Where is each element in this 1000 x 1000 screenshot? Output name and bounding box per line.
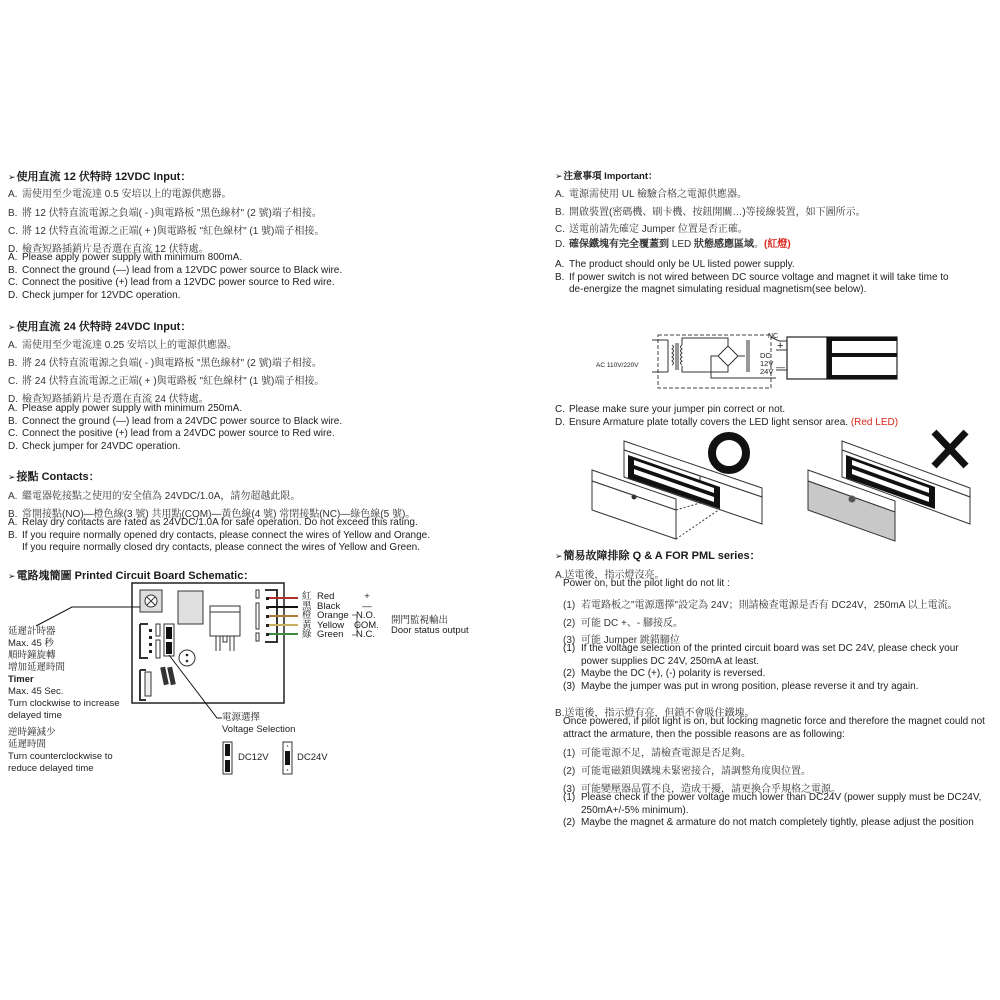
item-label: (1) [563, 600, 576, 611]
heading-text: 電路塊簡圖 Printed Circuit Board Schematic： [16, 570, 255, 582]
item-text: power supplies DC 24V, 250mA at least. [581, 655, 760, 667]
list-item [563, 614, 683, 629]
list-item [563, 792, 981, 805]
item-label: B. [8, 529, 18, 541]
list-item [563, 668, 959, 681]
timer-note-line: Max. 45 Sec. [8, 686, 64, 697]
bullet-arrow-icon: ➢ [8, 571, 16, 581]
list-item [563, 762, 811, 777]
bullet-arrow-icon: ➢ [555, 171, 563, 181]
12v-label: 12V [760, 359, 774, 368]
item-text: 。 [754, 239, 765, 250]
item-text: 將 24 伏特直流電源之負端( - )與電路板 "黑色線材" (2 號)端子相接。 [22, 358, 322, 369]
item-text: 可能電磁鎖與鐵塊未緊密接合，請調整角度與位置。 [581, 766, 811, 777]
plus-terminal-label: + [777, 340, 784, 352]
timer-title: Timer [8, 674, 34, 685]
item-text: 開啟裝置(密碼機、刷卡機、按鈕開關…)等接線裝置，如下圖所示。 [569, 207, 866, 218]
item-text: Maybe the magnet & armature do not match completely tightly, please adjust the position [581, 817, 974, 828]
qa-a-intro: Power on, but the pilot light do not lit : [563, 578, 730, 589]
wire-zh-red: 紅 [302, 591, 312, 602]
timer-note-line: 順時鐘旋轉 [8, 650, 56, 661]
item-text: 將 12 伏特直流電源之正端( + )與電路板 "紅色線材" (1 號)端子相接。 [22, 226, 325, 237]
wire-func-plus: + [364, 591, 370, 602]
wire-en-black: Black [317, 600, 341, 612]
voltage-selection-en: Voltage Selection [222, 724, 296, 735]
heading-text: 使用直流 24 伏特時 24VDC Input： [16, 321, 192, 333]
wrong-installation-illustration [808, 432, 970, 541]
timer-note-line: 增加延遲時間 [8, 662, 66, 673]
item-label: A. [555, 259, 565, 270]
wire-function-labels [357, 592, 377, 611]
item-label: B. [8, 509, 18, 520]
jumper-dc24v-label: DC24V [297, 752, 328, 763]
item-text: Maybe the jumper was put in wrong position, please reverse it and try again. [581, 680, 919, 692]
door-status-zh: 開門監視輸出 [391, 615, 449, 626]
item-text: 常開接點(NO)—橙色線(3 號) 共用點(COM)—黃色線(4 號) 常閉接點(NC)—綠色線(5 號)。 [22, 509, 416, 520]
item-text: Check jumper for 12VDC operation. [22, 289, 181, 301]
door-status-en: Door status output [391, 625, 469, 636]
wire-en-red: Red [317, 591, 335, 602]
item-label: D. [8, 394, 18, 405]
item-label: (3) [563, 680, 576, 692]
intro-line: attract the armature, then the possible reasons are as following: [563, 728, 845, 740]
item-label: D. [555, 239, 565, 250]
item-label: (2) [563, 817, 576, 828]
item-label: D. [555, 416, 565, 428]
correct-installation-illustration [592, 436, 762, 539]
item-label: B. [8, 264, 18, 276]
item-text: 檢查短路插銷片是否選在直流 12 伏特處。 [22, 244, 209, 255]
wire-func-no: N.O. [356, 610, 376, 621]
item-text: If power switch is not wired between DC source voltage and magnet it will take time to [569, 271, 949, 283]
item-label: C. [555, 224, 565, 235]
item-label: C. [8, 226, 18, 237]
heading-text: 使用直流 12 伏特時 12VDC Input： [16, 171, 192, 183]
wire-contact-labels [329, 611, 379, 640]
item-text: 可能 Jumper 跳錯腳位 [581, 635, 680, 646]
item-label: B. [8, 415, 18, 427]
heading-text: 注意事項 Important： [563, 171, 658, 182]
item-label: D. [8, 244, 18, 255]
list-item [563, 805, 981, 818]
item-text: 將 24 伏特直流電源之正端( + )與電路板 "紅色線材" (1 號)端子相接。 [22, 376, 325, 387]
item-label: B. [555, 207, 565, 218]
item-label: C. [8, 277, 18, 288]
qa-a-title: A.送電後，指示燈沒亮。 [555, 570, 665, 581]
door-status-label [391, 616, 469, 636]
item-text: de-energize the magnet simulating residual magnetism(see below). [569, 284, 867, 295]
item-label: D. [8, 440, 18, 452]
bullet-arrow-icon: ➢ [8, 322, 16, 332]
timer-note-line: Turn clockwise to increase [8, 698, 120, 709]
bullet-arrow-icon: ➢ [555, 551, 563, 561]
item-text: 繼電器乾接點之使用的安全值為 24VDC/1.0A，請勿超越此限。 [22, 491, 301, 502]
wire-func-com: COM. [354, 619, 379, 631]
voltage-selection-label [222, 712, 295, 736]
ccw-note-line: reduce delayed time [8, 763, 94, 774]
item-text: 將 12 伏特直流電源之負端( - )與電路板 "黑色線材" (2 號)端子相接。 [22, 208, 322, 219]
ccw-note-line: 逆時鐘減少 [8, 727, 56, 738]
item-text: Connect the positive (+) lead from a 12VDC power source to Red wire. [22, 277, 335, 288]
timer-note-line: 延遲計時器 [8, 626, 56, 637]
item-text: Please check if the power voltage much lower than DC24V (power supply must be DC24V, [581, 792, 982, 803]
list-en [563, 643, 959, 693]
item-text: The product should only be UL listed power supply. [569, 259, 795, 270]
item-text: 若電路板之"電源選擇"設定為 24V；則請檢查電源是否有 DC24V，250mA 以上電流。 [581, 600, 958, 611]
item-label: A. [8, 491, 18, 502]
item-text: Please apply power supply with minimum 800mA. [22, 252, 243, 263]
timer-note-line: Max. 45 秒 [8, 638, 54, 649]
item-label: A. [8, 517, 18, 528]
timer-note-line: delayed time [8, 710, 62, 721]
item-text: Ensure Armature plate totally covers the LED light sensor area. [569, 416, 851, 428]
item-text: Connect the ground (—) lead from a 24VDC power source to Black wire. [22, 415, 343, 427]
ac-voltage-label: AC 110V/220V [596, 362, 639, 369]
wire-labels-zh [302, 592, 312, 640]
item-label: (1) [563, 792, 576, 803]
item-text: Please apply power supply with minimum 250mA. [22, 403, 243, 414]
wire-zh-orange: 橙 [302, 610, 312, 621]
qa-b-title: B.送電後，指示燈有亮，但鎖不會吸住鐵塊。 [555, 708, 755, 719]
item-text: If the voltage selection of the printed circuit board was set DC 24V, please check your [581, 643, 959, 654]
item-text: LED [669, 239, 695, 250]
item-label: (1) [563, 748, 576, 759]
red-led-note: (Red LED) [850, 416, 899, 428]
ccw-note-line: Turn counterclockwise to [8, 751, 113, 762]
item-text: 可能 DC +、- 腳接反。 [581, 618, 683, 629]
item-text: 需使用至少電流達 0.5 安培以上的電源供應器。 [22, 189, 232, 200]
item-text: Relay dry contacts are rated as 24VDC/1.0A for safe operation. Do not exceed this rating. [22, 517, 418, 528]
wire-func-nc: N.C. [356, 629, 375, 640]
item-label: B. [8, 358, 18, 369]
wire-zh-yellow: 黃 [302, 619, 312, 631]
list-item [563, 744, 751, 759]
jumper-dc12v-label: DC12V [238, 752, 269, 763]
item-label: A. [555, 189, 565, 200]
item-text: 可能變壓器品質不良，造成干擾，請更換合乎規格之電源。 [581, 784, 841, 795]
item-text: 電源需使用 UL 檢驗合格之電源供應器。 [569, 189, 747, 200]
qa-b-intro [563, 716, 985, 741]
list-en [563, 792, 981, 830]
list-item [563, 596, 958, 611]
list-item [563, 656, 959, 669]
heading-qa [555, 547, 761, 563]
item-text-bold: 確保鐵塊有完全覆蓋到 [569, 239, 669, 250]
wire-zh-black: 黑 [302, 600, 312, 612]
timer-notes [8, 626, 120, 775]
item-label: C. [8, 428, 18, 439]
item-text: Connect the ground (—) lead from a 12VDC power source to Black wire. [22, 264, 343, 276]
item-text: 250mA+/-5% minimum). [581, 804, 689, 816]
item-text: Maybe the DC (+), (-) polarity is reversed. [581, 668, 766, 679]
item-label: A. [8, 340, 18, 351]
red-led-note: (紅燈) [764, 239, 791, 250]
item-label: B. [8, 208, 18, 219]
item-text: If you require normally opened dry contacts, please connect the wires of Yellow and Orange. [22, 529, 431, 541]
item-label: A. [8, 189, 18, 200]
item-label: (2) [563, 668, 576, 679]
item-text: Check jumper for 24VDC operation. [22, 440, 181, 452]
intro-line: Once powered, if pilot light is on, but locking magnetic force and therefore the magnet could not [563, 716, 985, 727]
heading-text: 接點 Contacts： [16, 471, 100, 483]
item-text: 需使用至少電流達 0.25 安培以上的電源供應器。 [22, 340, 238, 351]
24v-label: 24V [760, 367, 774, 376]
item-label: C. [8, 376, 18, 387]
item-label: (2) [563, 618, 576, 629]
voltage-selection-zh: 電源選擇 [222, 712, 261, 723]
wire-func-minus: — [362, 600, 372, 612]
list-item [563, 643, 959, 656]
item-text: 檢查短路插銷片是否選在直流 24 伏特處。 [22, 394, 209, 405]
wire-en-orange: Orange [317, 610, 349, 621]
list-item [563, 681, 959, 694]
item-label: (1) [563, 643, 576, 654]
wire-en-green: Green [317, 629, 344, 640]
item-text: If you require normally closed dry contacts, please connect the wires of Yellow and Green. [22, 542, 420, 553]
ccw-note-line: 延遲時間 [8, 739, 47, 750]
item-label: B. [555, 271, 565, 283]
item-label: (3) [563, 784, 576, 795]
item-text: 可能電源不足，請檢查電源是否足夠。 [581, 748, 751, 759]
wire-en-yellow: Yellow [317, 619, 345, 631]
heading-text: 簡易故障排除 Q & A FOR PML series： [563, 550, 761, 562]
item-label: (2) [563, 766, 576, 777]
minus-terminal-label: — [776, 362, 785, 372]
item-label: A. [8, 403, 18, 414]
item-text-bold: 狀態感應區域 [694, 239, 755, 250]
nc-label: NC [768, 333, 779, 340]
list-item [563, 817, 981, 830]
item-label: (3) [563, 635, 576, 646]
bullet-arrow-icon: ➢ [8, 172, 16, 182]
bullet-arrow-icon: ➢ [8, 472, 16, 482]
item-text: Please make sure your jumper pin correct or not. [569, 404, 786, 415]
item-label: C. [555, 404, 565, 415]
item-label: D. [8, 289, 18, 301]
item-text: Connect the positive (+) lead from a 24VDC power source to Red wire. [22, 428, 335, 439]
item-text: 送電前請先確定 Jumper 位置是否正確。 [569, 224, 748, 235]
dc-label: DC [760, 351, 771, 360]
item-label: A. [8, 252, 18, 263]
wire-zh-green: 綠 [302, 629, 312, 640]
